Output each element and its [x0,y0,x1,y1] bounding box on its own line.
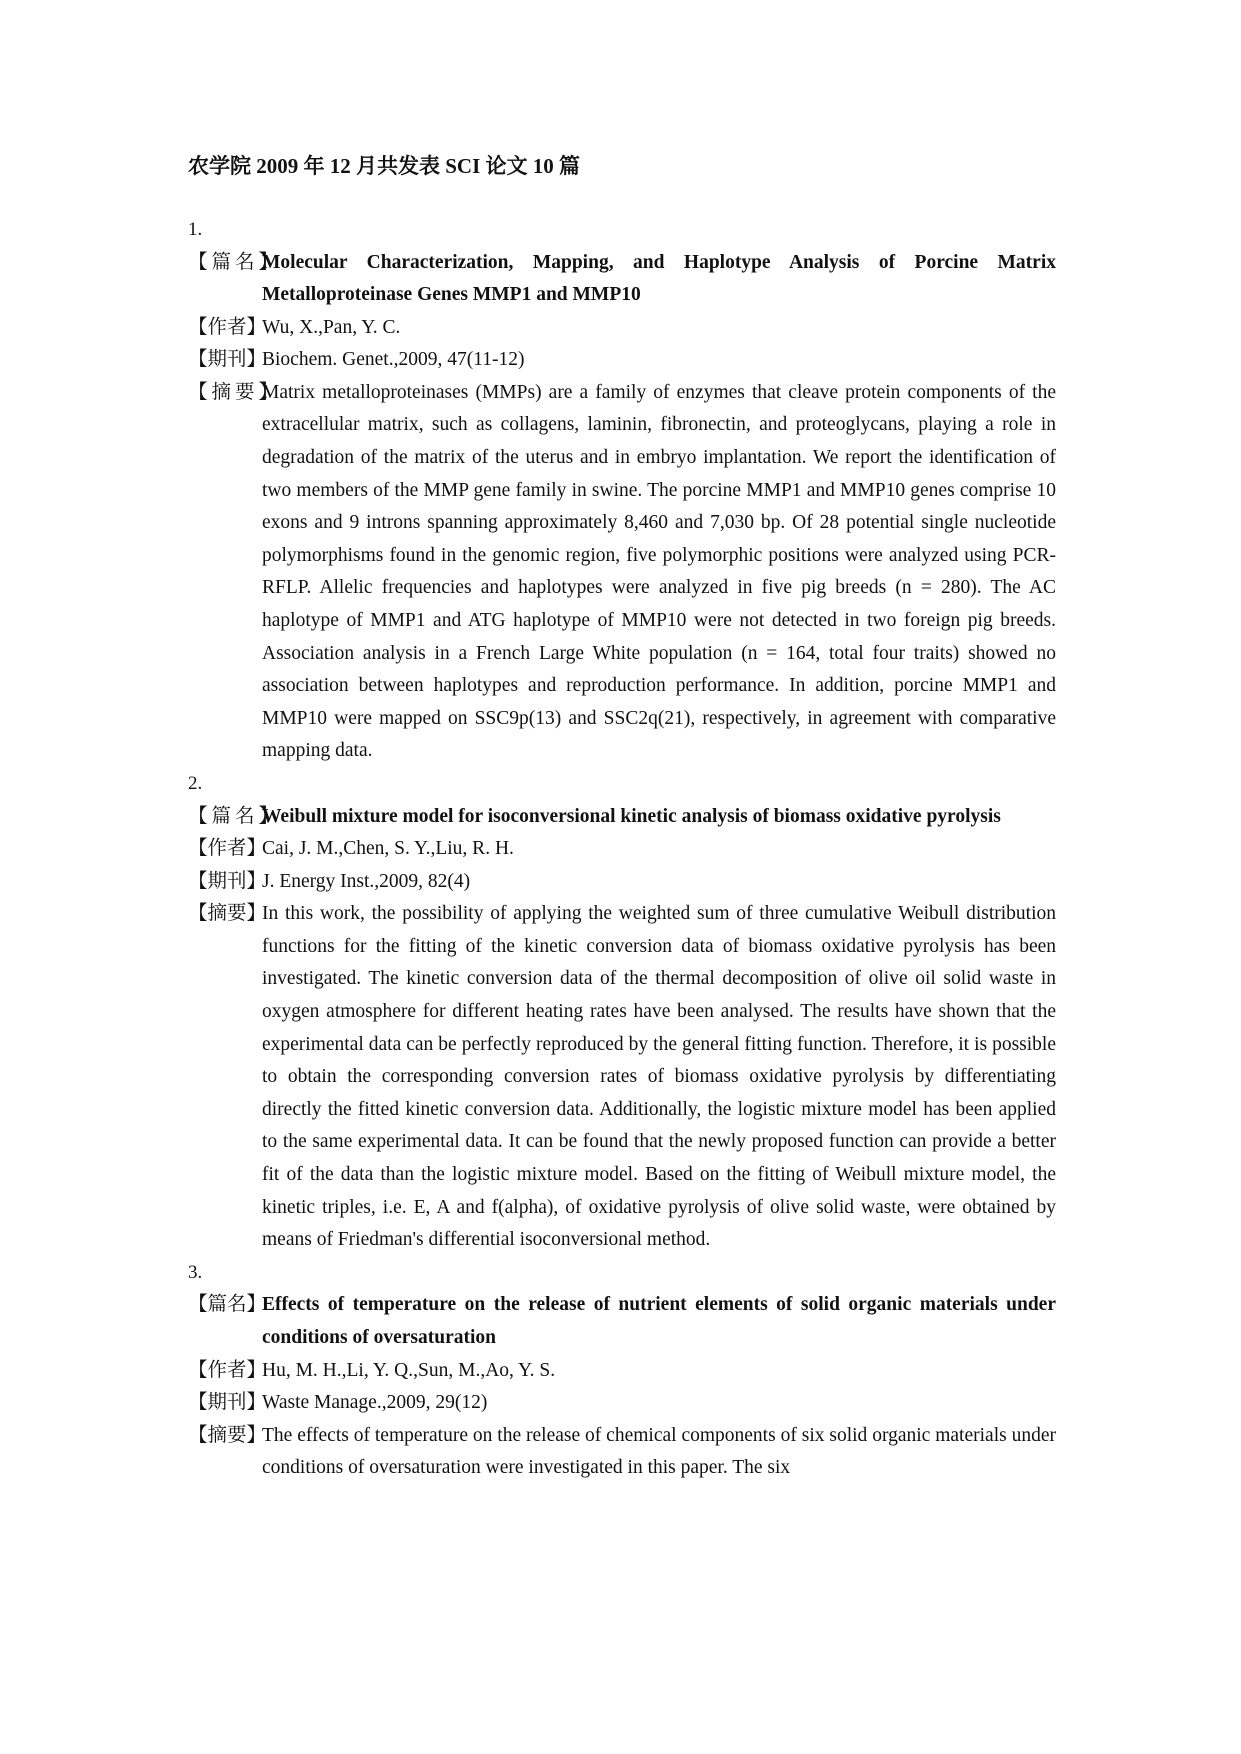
author-tag: 【作者】 [188,838,267,860]
journal-tag: 【期刊】 [188,1392,267,1414]
abstract-text: In this work, the possibility of applying the weighted sum of three cumulative Weibull distribution functions for the fitting of the kinetic conversion data of biomass oxidative pyrolysis has been investigated. The kinetic conversion data of the thermal decomposition of olive oil solid waste in oxygen atmosphere for different heating rates have been analysed. The results have shown that the experimental data can be perfectly reproduced by the general fitting function. Therefore, it is possible to obtain the corresponding conversion rates of biomass oxidative pyrolysis by differentiating directly the fitted kinetic conversion data. Additionally, the logistic mixture model has been applied to the same experimental data. It can be found that the newly proposed function can provide a better fit of the data than the logistic mixture model. Based on the fitting of Weibull mixture model, the kinetic triples, i.e. E, A and f(alpha), of oxidative pyrolysis of olive solid waste, were obtained by means of Friedman's differential isoconversional method. [262,903,1056,1251]
title-tag: 【篇名】 [188,805,283,827]
paper-title: Effects of temperature on the release of nutrient elements of solid organic materials under conditions of oversaturation [262,1294,1056,1348]
paper-entry-3 [188,1257,1056,1485]
paper-entry-2 [188,768,1056,1257]
entry-number: 2. [188,773,203,794]
paper-title-field [188,247,1056,312]
author-field [188,312,1056,345]
document-title: 农学院 2009 年 12 月共发表 SCI 论文 10 篇 [188,154,581,178]
entry-number: 3. [188,1261,203,1283]
journal-field [188,1387,1056,1420]
title-tag: 【篇名】 [188,1294,267,1316]
paper-title: Molecular Characterization, Mapping, and Haplotype Analysis of Porcine Matrix Metalloproteinase Genes MMP1 and MMP10 [262,251,1056,306]
authors: Wu, X.,Pan, Y. C. [262,316,401,338]
entry-number: 1. [188,219,203,240]
title-tag: 【篇名】 [188,251,283,273]
paper-title-field [188,801,1056,834]
abstract-field [188,377,1056,768]
paper-title-field [188,1289,1056,1354]
authors: Hu, M. H.,Li, Y. Q.,Sun, M.,Ao, Y. S. [262,1359,556,1381]
journal-tag: 【期刊】 [188,870,267,892]
author-field [188,833,1056,866]
document-page [188,150,1056,1485]
abstract-text: Matrix metalloproteinases (MMPs) are a family of enzymes that cleave protein components of the extracellular matrix, such as collagens, laminin, fibronectin, and proteoglycans, playing a role in degradation of the matrix of the uterus and in embryo implantation. We report the identification of two members of the MMP gene family in swine. The porcine MMP1 and MMP10 genes comprise 10 exons and 9 introns spanning approximately 8,460 and 7,030 bp. Of 28 potential single nucleotide polymorphisms found in the genomic region, five polymorphic positions were analyzed using PCR-RFLP. Allelic frequencies and haplotypes were analyzed in five pig breeds (n = 280). The AC haplotype of MMP1 and ATG haplotype of MMP10 were not detected in two foreign pig breeds. Association analysis in a French Large White population (n = 164, total four traits) showed no association between haplotypes and reproduction performance. In addition, porcine MMP1 and MMP10 were mapped on SSC9p(13) and SSC2q(21), respectively, in agreement with comparative mapping data. [262,381,1056,762]
journal: J. Energy Inst.,2009, 82(4) [262,870,471,892]
author-tag: 【作者】 [188,1359,267,1381]
paper-entry-1 [188,214,1056,768]
abstract-tag: 【摘要】 [188,381,283,403]
abstract-text: The effects of temperature on the release of chemical components of six solid organic materials under conditions of oversaturation were investigated in this paper. The six [262,1424,1056,1479]
journal: Waste Manage.,2009, 29(12) [262,1392,488,1414]
abstract-field [188,898,1056,1257]
journal: Biochem. Genet.,2009, 47(11-12) [262,349,525,371]
author-field [188,1355,1056,1388]
paper-title: Weibull mixture model for isoconversional kinetic analysis of biomass oxidative pyrolysis [262,805,1001,827]
abstract-tag: 【摘要】 [188,903,267,925]
journal-tag: 【期刊】 [188,349,267,371]
journal-field [188,866,1056,899]
journal-field [188,344,1056,377]
authors: Cai, J. M.,Chen, S. Y.,Liu, R. H. [262,838,514,860]
abstract-field [188,1420,1056,1485]
abstract-tag: 【摘要】 [188,1424,267,1446]
author-tag: 【作者】 [188,316,267,338]
